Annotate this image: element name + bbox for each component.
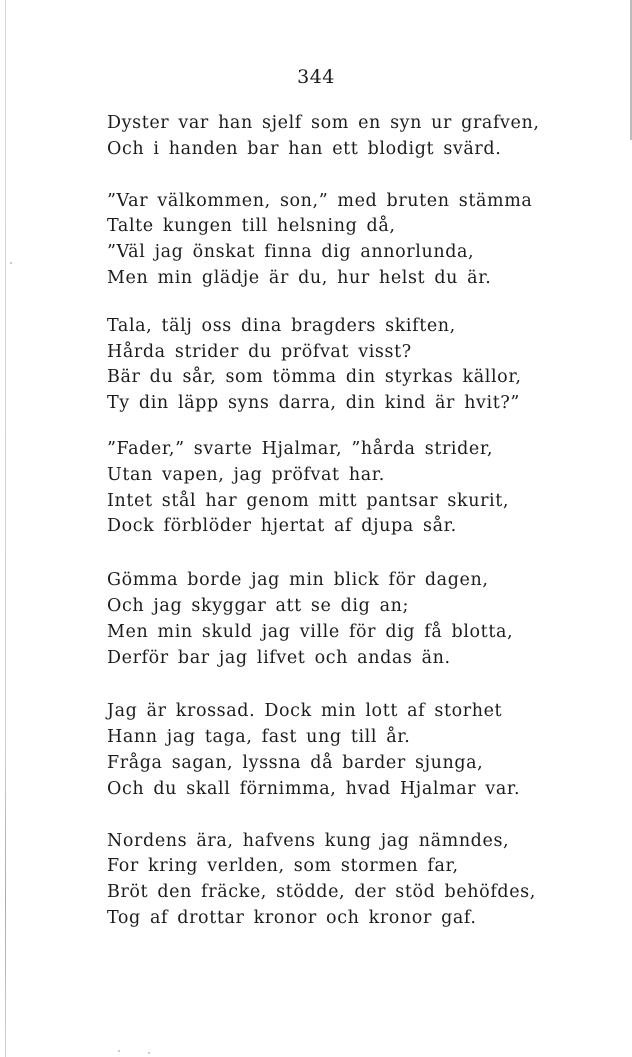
stanza-break: [107, 540, 527, 568]
poem-line: Talte kungen till helsning då,: [107, 216, 396, 237]
stanza-break: [107, 417, 527, 437]
poem-line: Bröt den fräcke, stödde, der stöd behöfdes,: [107, 882, 536, 903]
poem-line: Utan vapen, jag pröfvat har.: [107, 464, 385, 485]
stanza-break: [107, 292, 527, 314]
poem-line: Och du skall förnimma, hvad Hjalmar var.: [107, 778, 521, 799]
poem-line: ”Var välkommen, son,” med bruten stämma: [107, 190, 533, 211]
page-edge-shadow: [5, 0, 6, 1057]
stanza: [107, 111, 540, 163]
poem-line: Jag är krossad. Dock min lott af storhet: [107, 701, 503, 722]
stanza-break: [107, 671, 527, 699]
poem-line: Derför bar jag lifvet och andas än.: [107, 647, 451, 668]
poem-line: ”Fader,” svarte Hjalmar, ”hårda strider,: [107, 438, 494, 459]
stanza: [107, 437, 527, 540]
poem-line: Fråga sagan, lyssna då barder sjunga,: [107, 752, 484, 773]
poem-line: Nordens ära, hafvens kung jag nämndes,: [107, 830, 510, 851]
stanza: [107, 314, 527, 417]
poem-line: Men min glädje är du, hur helst du är.: [107, 267, 492, 288]
paper-speck: [10, 262, 12, 264]
poem-line: Dock förblöder hjertat af djupa sår.: [107, 516, 457, 537]
poem-line: Hann jag taga, fast ung till år.: [107, 727, 411, 748]
paper-speck: [118, 1050, 120, 1052]
poem-line: Dyster var han sjelf som en syn ur grafven,: [107, 113, 540, 133]
poem-body: [107, 111, 540, 932]
poem-line: For kring verlden, som stormen far,: [107, 856, 459, 877]
poem-line: Tala, tälj oss dina bragders skiften,: [107, 315, 456, 336]
stanza: [107, 829, 536, 932]
poem-line: Men min skuld jag ville för dig få blotta,: [107, 621, 514, 642]
poem-line: Och jag skyggar att se dig an;: [107, 595, 409, 616]
poem-line: ”Väl jag önskat finna dig annorlunda,: [107, 242, 475, 263]
stanza-break: [107, 163, 527, 189]
stanza: [107, 699, 527, 802]
poem-line: Bär du sår, som tömma din styrkas källor,: [107, 367, 522, 388]
poem-line: Hårda strider du pröfvat visst?: [107, 341, 412, 362]
paper-speck: [148, 1052, 150, 1054]
poem-line: Tog af drottar kronor och kronor gaf.: [107, 907, 477, 928]
poem-line: Gömma borde jag min blick för dagen,: [107, 570, 489, 591]
stanza-break: [107, 803, 527, 829]
poem-line: Ty din läpp syns darra, din kind är hvit?”: [107, 393, 520, 414]
stanza: [107, 568, 527, 671]
page-number: 344: [297, 66, 335, 88]
poem-line: Intet stål har genom mitt pantsar skurit,: [107, 490, 510, 511]
poem-line: Och i handen bar han ett blodigt svärd.: [107, 138, 502, 159]
stanza: [107, 189, 533, 292]
